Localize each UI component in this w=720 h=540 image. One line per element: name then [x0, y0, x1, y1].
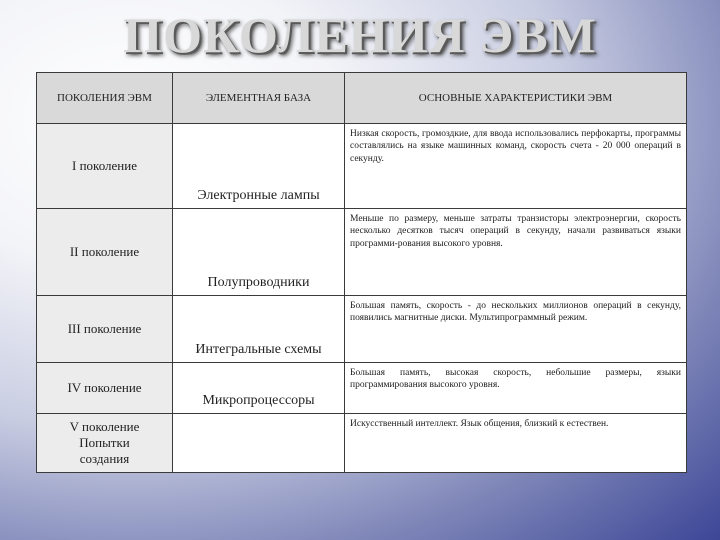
table-row	[37, 363, 687, 414]
generation-cell: I поколение	[37, 124, 173, 209]
generations-table	[36, 72, 687, 473]
generation-cell: II поколение	[37, 209, 173, 296]
generation-line: Попытки	[79, 435, 130, 450]
generation-line: создания	[79, 451, 130, 466]
generation-cell: III поколение	[37, 296, 173, 363]
table-row	[37, 414, 687, 473]
generation-line: V поколение	[69, 419, 140, 434]
table-row	[37, 296, 687, 363]
element-base-cell: Интегральные схемы	[173, 296, 345, 363]
table-row	[37, 209, 687, 296]
element-base-cell: Электронные лампы	[173, 124, 345, 209]
characteristics-cell: Меньше по размеру, меньше затраты транзисторы электроэнергии, скорость несколько десятков тысяч операций в секунду, начали развиваться языки программи-рования высокого уровня.	[345, 209, 687, 296]
element-base-cell	[173, 414, 345, 473]
table-row	[37, 124, 687, 209]
header-characteristics: ОСНОВНЫЕ ХАРАКТЕРИСТИКИ ЭВМ	[345, 73, 687, 124]
characteristics-cell: Большая память, скорость - до нескольких миллионов операций в секунду, появились магнитные диски. Мультипрограммный режим.	[345, 296, 687, 363]
element-base-cell: Полупроводники	[173, 209, 345, 296]
element-base-cell: Микропроцессоры	[173, 363, 345, 414]
header-generation: ПОКОЛЕНИЯ ЭВМ	[37, 73, 173, 124]
characteristics-cell: Низкая скорость, громоздкие, для ввода использовались перфокарты, программы составлялись на языке машинных команд, скорость счета - 20 000 операций в секунду.	[345, 124, 687, 209]
page-title: ПОКОЛЕНИЯ ЭВМ	[123, 7, 597, 63]
characteristics-cell: Большая память, высокая скорость, небольшие размеры, языки программирования высокого уровня.	[345, 363, 687, 414]
header-element-base: ЭЛЕМЕНТНАЯ БАЗА	[173, 73, 345, 124]
generation-cell	[37, 414, 173, 473]
generation-cell: IV поколение	[37, 363, 173, 414]
table-header-row	[37, 73, 687, 124]
characteristics-cell: Искусственный интеллект. Язык общения, близкий к естествен.	[345, 414, 687, 473]
